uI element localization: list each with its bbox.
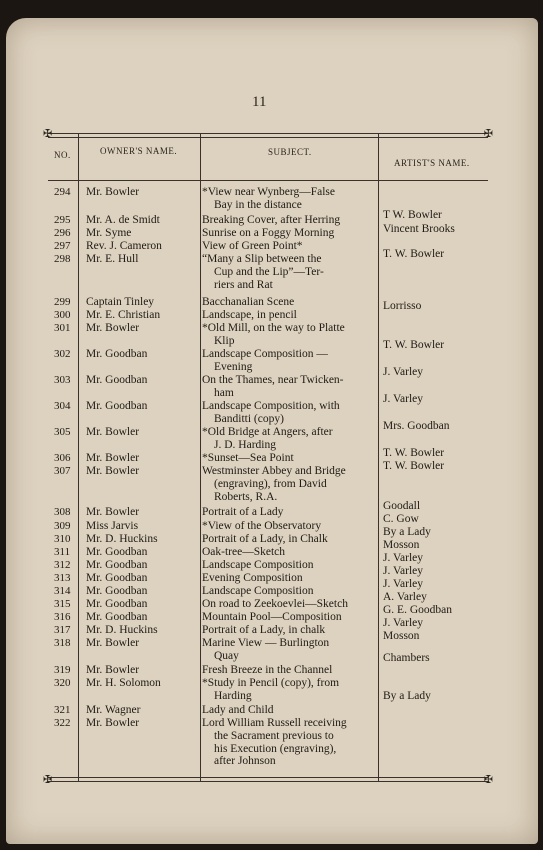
artist-name: C. Gow [383,513,419,525]
subject-line: Landscape Composition, with [202,400,340,412]
subject-line: Marine View — Burlington [202,637,330,649]
owner-name: Mr. Goodban [86,400,148,412]
subject-line: Banditti (copy) [214,412,284,425]
subject-text [202,465,374,503]
entry-number: 299 [54,296,71,308]
subject-text [202,227,374,240]
subject-line: Cup and the Lip”—Ter- [214,265,324,278]
artist-name: T W. Bowler [383,209,442,221]
subject-line: *View near Wynberg—False [202,186,335,198]
subject-text [202,400,374,426]
artist-name: T. W. Bowler [383,339,445,351]
entry-number: 310 [54,533,71,545]
subject-line: Landscape Composition [202,559,314,571]
subject-line: Bacchanalian Scene [202,296,295,308]
subject-text [202,546,374,559]
entry-number: 321 [54,704,71,716]
entry-number: 303 [54,374,71,386]
subject-line: Roberts, R.A. [214,490,278,503]
subject-line: On road to Zeekoevlei—Sketch [202,598,348,610]
entry-number: 311 [54,546,71,558]
subject-text [202,664,374,677]
entry-number: 298 [54,253,71,265]
subject-line: Oak-tree—Sketch [202,546,286,558]
subject-line: *Study in Pencil (copy), from [202,677,340,689]
artist-name: Mosson [383,539,420,551]
subject-line: Lady and Child [202,704,274,716]
subject-text [202,426,374,452]
artist-name: Mrs. Goodban [383,420,450,432]
header-no: NO. [54,150,71,160]
artist-name: Vincent Brooks [383,223,455,235]
owner-name: Mr. Bowler [86,506,140,518]
owner-name: Captain Tinley [86,296,155,308]
subject-line: Fresh Breeze in the Channel [202,664,333,676]
subject-text [202,572,374,585]
owner-name: Mr. E. Christian [86,309,161,321]
entry-number: 307 [54,465,71,477]
corner-ornament-icon: ✠ [43,774,53,786]
owner-name: Mr. Goodban [86,374,148,386]
subject-line: Breaking Cover, after Herring [202,214,341,226]
entry-number: 320 [54,677,71,689]
owner-name: Miss Jarvis [86,520,139,532]
subject-text [202,253,374,291]
subject-line: *View of the Observatory [202,520,322,532]
entry-number: 317 [54,624,71,636]
subject-line: Landscape Composition [202,585,314,597]
owner-name: Mr. Goodban [86,348,148,360]
subject-line: Portrait of a Lady [202,506,284,518]
owner-name: Mr. A. de Smidt [86,214,160,226]
owner-name: Mr. Bowler [86,717,140,729]
subject-line: *Old Bridge at Angers, after [202,426,333,438]
bottom-double-rule [48,777,488,778]
artist-name: A. Varley [383,591,427,603]
entry-number: 314 [54,585,71,597]
entry-number: 313 [54,572,71,584]
subject-line: ham [214,386,234,399]
subject-line: On the Thames, near Twicken- [202,374,344,386]
subject-line: the Sacrament previous to [214,729,334,742]
column-rule-3 [378,134,379,781]
entry-number: 297 [54,240,71,252]
subject-text [202,240,374,253]
owner-name: Mr. Goodban [86,585,148,597]
subject-line: Portrait of a Lady, in chalk [202,624,326,636]
entry-number: 322 [54,717,71,729]
owner-name: Mr. Goodban [86,598,148,610]
owner-name: Mr. E. Hull [86,253,139,265]
top-double-rule [48,137,488,138]
owner-name: Mr. Bowler [86,465,140,477]
artist-name: J. Varley [383,617,424,629]
subject-line: *Old Mill, on the way to Platte [202,322,345,334]
entry-number: 308 [54,506,71,518]
page-number: 11 [252,94,267,110]
artist-name: Lorrisso [383,300,422,312]
owner-name: Mr. Goodban [86,611,148,623]
artist-name: By a Lady [383,690,431,702]
subject-line: (engraving), from David [214,477,327,490]
subject-text [202,348,374,374]
subject-line: Landscape, in pencil [202,309,297,321]
entry-number: 296 [54,227,71,239]
subject-line: Harding [214,689,252,702]
subject-text [202,559,374,572]
artist-name: G. E. Goodban [383,604,452,616]
subject-line: “Many a Slip between the [202,253,322,265]
subject-text [202,309,374,322]
subject-text [202,296,374,309]
artist-name: J. Varley [383,393,424,405]
header-artist: ARTIST'S NAME. [394,158,470,168]
entry-number: 319 [54,664,71,676]
subject-line: Evening [214,360,253,373]
subject-line: Bay in the distance [214,198,302,211]
entry-number: 315 [54,598,71,610]
entry-number: 294 [54,186,71,198]
artist-name: T. W. Bowler [383,447,445,459]
subject-text [202,598,374,611]
subject-line: *Sunset—Sea Point [202,452,294,464]
subject-line: after Johnson [214,755,276,768]
subject-text [202,186,374,212]
subject-text [202,214,374,227]
owner-name: Mr. Bowler [86,426,140,438]
owner-name: Mr. Bowler [86,186,140,198]
entry-number: 300 [54,309,71,321]
owner-name: Mr. Goodban [86,559,148,571]
entry-number: 306 [54,452,71,464]
subject-text [202,322,374,348]
artist-name: T. W. Bowler [383,460,445,472]
header-subject: SUBJECT. [268,147,312,157]
subject-line: Mountain Pool—Composition [202,611,342,623]
subject-line: Portrait of a Lady, in Chalk [202,533,328,545]
artist-name: J. Varley [383,366,424,378]
entry-number: 318 [54,637,71,649]
subject-line: J. D. Harding [214,438,276,451]
owner-name: Mr. Goodban [86,546,148,558]
subject-line: Westminster Abbey and Bridge [202,465,346,477]
subject-text [202,624,374,637]
owner-name: Mr. Bowler [86,452,140,464]
corner-ornament-icon: ✠ [483,774,493,786]
artist-name: J. Varley [383,552,424,564]
column-rule-1 [78,134,79,781]
subject-line: View of Green Point* [202,240,303,252]
artist-name: Mosson [383,630,420,642]
entry-number: 295 [54,214,71,226]
header-owner: OWNER'S NAME. [100,146,178,156]
subject-line: Quay [214,649,239,662]
column-rule-2 [200,134,201,781]
owner-name: Mr. Bowler [86,637,140,649]
subject-text [202,611,374,624]
owner-name: Mr. Wagner [86,704,141,716]
subject-text [202,533,374,546]
subject-text [202,506,374,519]
owner-name: Mr. Goodban [86,572,148,584]
catalogue-table [43,128,493,786]
owner-name: Mr. Bowler [86,664,140,676]
subject-line: Evening Composition [202,572,303,584]
entry-number: 316 [54,611,71,623]
entry-number: 309 [54,520,71,532]
subject-line: Sunrise on a Foggy Morning [202,227,335,239]
artist-name: J. Varley [383,578,424,590]
owner-name: Rev. J. Cameron [86,240,162,252]
entry-number: 305 [54,426,71,438]
artist-name: Goodall [383,500,421,512]
subject-line: his Execution (engraving), [214,742,337,755]
entry-number: 302 [54,348,71,360]
entry-number: 304 [54,400,71,412]
subject-line: riers and Rat [214,278,273,291]
subject-line: Lord William Russell receiving [202,717,347,729]
artist-name: T. W. Bowler [383,248,445,260]
subject-text [202,677,374,703]
artist-name: Chambers [383,652,430,664]
owner-name: Mr. D. Huckins [86,624,158,636]
header-rule [48,180,488,181]
artist-name: By a Lady [383,526,431,538]
artist-name: J. Varley [383,565,424,577]
book-page [6,18,538,844]
corner-ornament-icon: ✠ [483,128,493,140]
entry-number: 312 [54,559,71,571]
subject-line: Landscape Composition — [202,348,328,360]
subject-text [202,585,374,598]
entry-number: 301 [54,322,71,334]
subject-text [202,374,374,400]
subject-text [202,717,374,768]
owner-name: Mr. Bowler [86,322,140,334]
subject-text [202,704,374,717]
corner-ornament-icon: ✠ [43,128,53,140]
subject-line: Klip [214,334,235,347]
subject-text [202,637,374,663]
subject-text [202,452,374,465]
owner-name: Mr. Syme [86,227,132,239]
subject-text [202,520,374,533]
owner-name: Mr. H. Solomon [86,677,161,689]
owner-name: Mr. D. Huckins [86,533,158,545]
